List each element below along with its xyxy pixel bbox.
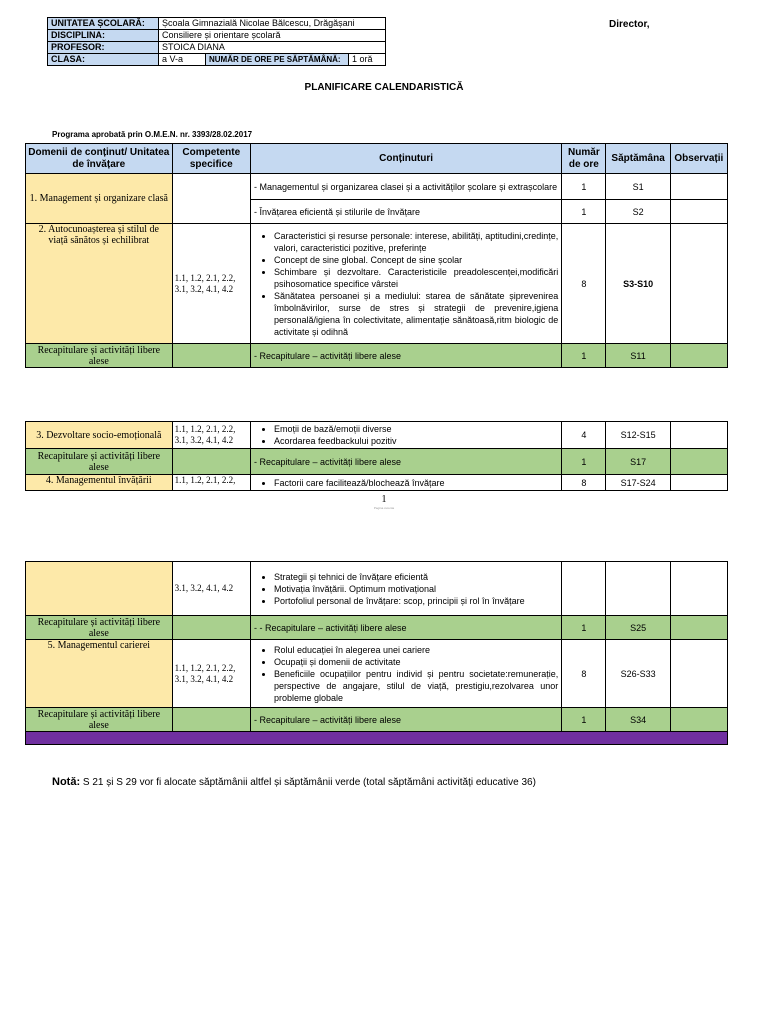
col-header-competences: Competente specifice — [172, 144, 250, 174]
domain-cell: Recapitulare și activități libere alese — [26, 708, 173, 732]
footnote — [52, 776, 536, 788]
table-row — [26, 562, 728, 616]
list-item: • Beneficiile ocupațiilor pentru individ și pentru societate:remunerație, perspective de angajare, stilul de viață, prestigiu,rezolvarea unor probleme globale — [274, 668, 558, 704]
director-label: Director, — [609, 19, 650, 30]
planning-table-part2 — [25, 421, 728, 491]
planning-table-part1 — [25, 143, 728, 368]
observations-cell — [670, 200, 727, 224]
content-list — [254, 571, 558, 607]
list-item: • Caracteristici și resurse personale: interese, abilități, aptitudini,credințe, valori, caracteristici pozitive, preferințe — [274, 230, 558, 254]
col-header-hours: Număr de ore — [562, 144, 606, 174]
col-header-domain: Domenii de conținut/ Unitatea de învățare — [26, 144, 173, 174]
list-item: • Strategii și tehnici de învățare eficientă — [274, 571, 558, 583]
list-item: • Motivația învățării. Optimum motivațional — [274, 583, 558, 595]
domain-cell: Recapitulare și activități libere alese — [26, 449, 173, 475]
observations-cell — [670, 344, 727, 368]
competences-cell — [172, 174, 250, 224]
domain-cell: 2. Autocunoașterea și stilul de viață sănătos și echilibrat — [26, 224, 173, 344]
content-cell — [250, 562, 561, 616]
list-item: • Emoții de bază/emoții diverse — [274, 423, 558, 435]
competences-cell: 1.1, 1.2, 2.1, 2.2, 3.1, 3.2, 4.1, 4.2 — [172, 640, 250, 708]
hours-cell: 1 — [562, 616, 606, 640]
week-cell: S3-S10 — [606, 224, 670, 344]
list-item: • Portofoliul personal de învățare: scop, principii și rol în învățare — [274, 595, 558, 607]
content-cell: - - Recapitulare – activități libere alese — [250, 616, 561, 640]
list-item: • Sănătatea persoanei și a mediului: starea de sănătate șiprevenirea îmbolnăvirilor, surse de stres și strategii de prevenire,igiena personală/igiena în colectivitate, alimentație sănătoasă,ritm biologic de activitate și odihnă — [274, 290, 558, 338]
table-row — [26, 344, 728, 368]
week-cell: S11 — [606, 344, 670, 368]
content-list — [254, 477, 558, 489]
content-cell — [250, 475, 561, 491]
purple-divider — [26, 732, 728, 745]
content-cell: - Învățarea eficientă și stilurile de învățare — [250, 200, 561, 224]
observations-cell — [670, 174, 727, 200]
hours-cell: 1 — [562, 344, 606, 368]
table-row — [26, 640, 728, 708]
col-header-observations: Observații — [670, 144, 727, 174]
week-cell: S17 — [606, 449, 670, 475]
competences-cell — [172, 708, 250, 732]
content-list — [254, 423, 558, 447]
table-footer-row — [26, 732, 728, 745]
content-list — [254, 644, 558, 704]
domain-cell: 1. Management și organizare clasă — [26, 174, 173, 224]
domain-cell: Recapitulare și activități libere alese — [26, 344, 173, 368]
class-value: a V-a — [159, 54, 206, 66]
table-row — [26, 616, 728, 640]
list-item: • Rolul educației în alegerea unei cariere — [274, 644, 558, 656]
hours-cell — [562, 562, 606, 616]
observations-cell — [670, 449, 727, 475]
list-item: • Concept de sine global. Concept de sine școlar — [274, 254, 558, 266]
info-label: UNITATEA ȘCOLARĂ: — [48, 18, 159, 30]
table-row — [26, 708, 728, 732]
week-cell: S17-S24 — [606, 475, 670, 491]
list-item: • Acordarea feedbackului pozitiv — [274, 435, 558, 447]
page-title: PLANIFICARE CALENDARISTICĂ — [304, 82, 464, 93]
table-row — [26, 224, 728, 344]
content-cell: - Recapitulare – activități libere alese — [250, 449, 561, 475]
table-row — [26, 449, 728, 475]
observations-cell — [670, 616, 727, 640]
competences-cell — [172, 616, 250, 640]
table-row — [26, 475, 728, 491]
competences-cell: 1.1, 1.2, 2.1, 2.2, 3.1, 3.2, 4.1, 4.2 — [172, 224, 250, 344]
hours-cell: 1 — [562, 200, 606, 224]
competences-cell: 3.1, 3.2, 4.1, 4.2 — [172, 562, 250, 616]
info-value: Școala Gimnazială Nicolae Bălcescu, Drăgășani — [159, 18, 386, 30]
content-cell — [250, 422, 561, 449]
footnote-label: Notă: — [52, 776, 81, 788]
hours-cell: 1 — [562, 174, 606, 200]
hours-label: NUMĂR DE ORE PE SĂPTĂMÂNĂ: — [206, 54, 349, 66]
content-cell: - Recapitulare – activități libere alese — [250, 708, 561, 732]
footnote-text: S 21 și S 29 vor fi alocate săptămânii altfel și săptămânii verde (total săptămâni activități educative 36) — [80, 777, 536, 788]
hours-cell: 4 — [562, 422, 606, 449]
hours-cell: 1 — [562, 449, 606, 475]
content-cell: - Managementul și organizarea clasei și a activităților școlare și extrașcolare — [250, 174, 561, 200]
hours-cell: 8 — [562, 224, 606, 344]
col-header-contents: Conținuturi — [250, 144, 561, 174]
week-cell: S26-S33 — [606, 640, 670, 708]
content-cell: - Recapitulare – activități libere alese — [250, 344, 561, 368]
info-value: STOICA DIANA — [159, 42, 386, 54]
class-label: CLASA: — [48, 54, 159, 66]
hours-cell: 8 — [562, 640, 606, 708]
observations-cell — [670, 562, 727, 616]
domain-cell: 4. Managementul învățării — [26, 475, 173, 491]
hours-cell: 8 — [562, 475, 606, 491]
observations-cell — [670, 224, 727, 344]
planning-table-part3 — [25, 561, 728, 745]
competences-cell: 1.1, 1.2, 2.1, 2.2, 3.1, 3.2, 4.1, 4.2 — [172, 422, 250, 449]
observations-cell — [670, 475, 727, 491]
week-cell: S2 — [606, 200, 670, 224]
observations-cell — [670, 640, 727, 708]
content-cell — [250, 224, 561, 344]
content-cell — [250, 640, 561, 708]
page-footer-label: Pagina curenta — [373, 506, 395, 510]
week-cell — [606, 562, 670, 616]
info-label: PROFESOR: — [48, 42, 159, 54]
content-list — [254, 230, 558, 338]
week-cell: S25 — [606, 616, 670, 640]
domain-cell: 3. Dezvoltare socio-emoțională — [26, 422, 173, 449]
list-item: • Factorii care facilitează/blochează învățare — [274, 477, 558, 489]
competences-cell — [172, 449, 250, 475]
table-row — [26, 174, 728, 200]
observations-cell — [670, 708, 727, 732]
page-number: 1 — [381, 494, 387, 505]
hours-value: 1 oră — [349, 54, 386, 66]
week-cell: S12-S15 — [606, 422, 670, 449]
domain-cell: Recapitulare și activități libere alese — [26, 616, 173, 640]
info-value: Consiliere și orientare școlară — [159, 30, 386, 42]
col-header-week: Săptămâna — [606, 144, 670, 174]
competences-cell — [172, 344, 250, 368]
observations-cell — [670, 422, 727, 449]
school-info-table — [47, 17, 386, 66]
competences-cell: 1.1, 1.2, 2.1, 2.2, — [172, 475, 250, 491]
info-label: DISCIPLINA: — [48, 30, 159, 42]
hours-cell: 1 — [562, 708, 606, 732]
domain-cell — [26, 562, 173, 616]
program-reference: Programa aprobată prin O.M.E.N. nr. 3393/28.02.2017 — [52, 130, 253, 139]
table-row — [26, 422, 728, 449]
list-item: • Schimbare și dezvoltare. Caracteristicile preadolescenței,modificări psihosomatice specifice vârstei — [274, 266, 558, 290]
week-cell: S34 — [606, 708, 670, 732]
domain-cell: 5. Managementul carierei — [26, 640, 173, 708]
week-cell: S1 — [606, 174, 670, 200]
list-item: • Ocupații și domenii de activitate — [274, 656, 558, 668]
